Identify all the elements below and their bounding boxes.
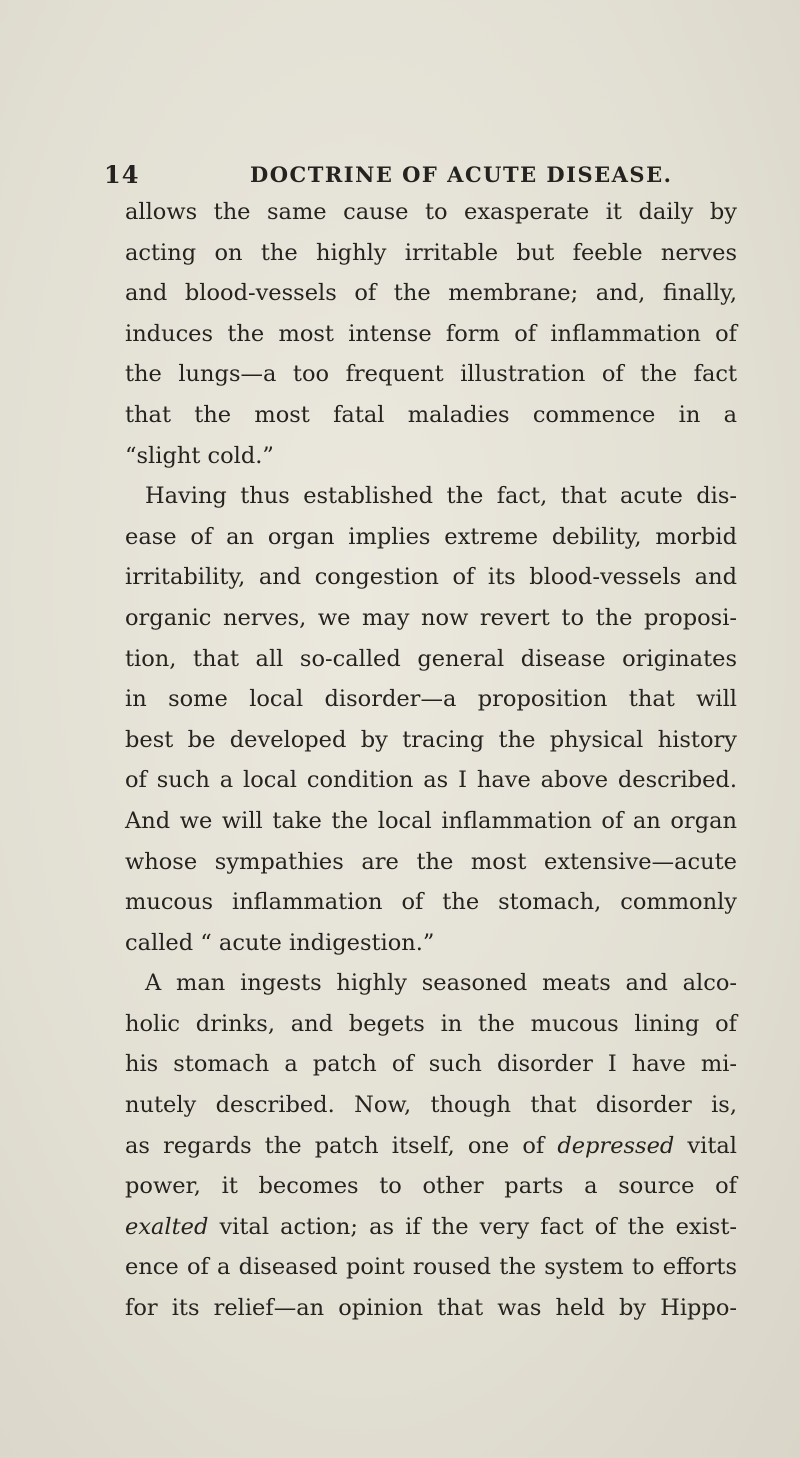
text-line: mucous inflammation of the stomach, commonly: [125, 889, 737, 916]
emphasized-word: depressed: [557, 1132, 675, 1159]
text-line: acting on the highly irritable but feeble nerves: [125, 239, 737, 266]
text-line: his stomach a patch of such disorder I have mi-: [125, 1051, 737, 1078]
text-line: exalted vital action; as if the very fact of the exist-: [125, 1213, 737, 1240]
running-head: [104, 160, 744, 196]
text-line: in some local disorder—a proposition that will: [125, 686, 737, 713]
text-line: for its relief—an opinion that was held by Hippo-: [125, 1295, 737, 1322]
text-line: whose sympathies are the most extensive—acute: [125, 848, 737, 875]
text-line: induces the most intense form of inflammation of: [125, 320, 737, 347]
text-line: ease of an organ implies extreme debility, morbid: [125, 523, 737, 550]
text-line: Having thus established the fact, that acute dis-: [145, 483, 737, 510]
text-line: nutely described. Now, though that disorder is,: [125, 1092, 737, 1119]
text-line: as regards the patch itself, one of depressed vital: [125, 1132, 737, 1159]
text-line: And we will take the local inflammation of an organ: [125, 807, 737, 834]
text-line: called “ acute indigestion.”: [125, 929, 435, 956]
text-line: organic nerves, we may now revert to the proposi-: [125, 604, 737, 631]
text-line: ence of a diseased point roused the system to efforts: [125, 1254, 737, 1281]
text-line: the lungs—a too frequent illustration of the fact: [125, 361, 737, 388]
text-line: irritability, and congestion of its blood-vessels and: [125, 564, 737, 591]
text-line: holic drinks, and begets in the mucous lining of: [125, 1010, 737, 1037]
text-line: A man ingests highly seasoned meats and alco-: [145, 970, 737, 997]
text-line: tion, that all so-called general disease originates: [125, 645, 737, 672]
text-line: power, it becomes to other parts a source of: [125, 1173, 737, 1200]
text-line: that the most fatal maladies commence in a: [125, 401, 737, 428]
text-line: best be developed by tracing the physical history: [125, 726, 737, 753]
text-line: allows the same cause to exasperate it daily by: [125, 199, 737, 225]
page-number: 14: [104, 160, 140, 189]
page-header-title: DOCTRINE OF ACUTE DISEASE.: [250, 162, 673, 187]
text-line: and blood-vessels of the membrane; and, finally,: [125, 280, 737, 307]
text-line: of such a local condition as I have above described.: [125, 767, 737, 794]
body-text: [125, 192, 737, 1329]
emphasized-word: exalted: [125, 1213, 209, 1240]
text-line: “slight cold.”: [125, 442, 274, 469]
